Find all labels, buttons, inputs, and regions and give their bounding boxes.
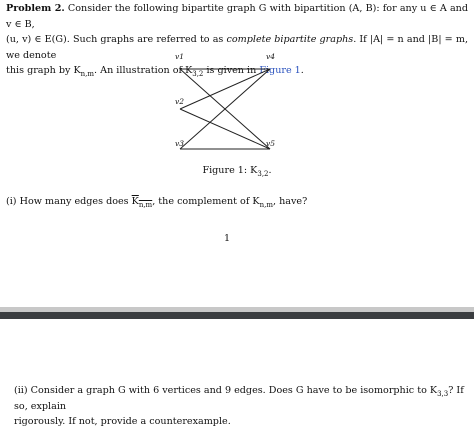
problem-heading: Problem 2. bbox=[6, 3, 65, 14]
complete-bipartite-term: complete bipartite graphs. bbox=[226, 34, 357, 45]
question-1 bbox=[6, 196, 307, 207]
page-separator-dark bbox=[0, 312, 474, 319]
caption-sub: 3,2 bbox=[257, 169, 269, 178]
problem-line-1: Consider the following bipartite graph G with bipartition (A, B): for any u ∈ A and v ∈ B, bbox=[6, 3, 468, 30]
problem-line-3c: is given in bbox=[203, 65, 260, 76]
q1-prefix: (i) How many edges does bbox=[6, 196, 132, 207]
problem-sub-nm: n,m bbox=[80, 69, 95, 78]
bipartite-graph-figure bbox=[158, 50, 301, 162]
problem-line-3b: . An illustration of K bbox=[94, 65, 193, 76]
q2-line-1a: (ii) Consider a graph G with 6 vertices and 9 edges. Does G have to be isomorphic to K bbox=[14, 385, 438, 396]
vertex-label-v4: v4 bbox=[266, 52, 276, 61]
vertex-label-v2: v2 bbox=[175, 97, 185, 106]
q1-sub2: n,m bbox=[259, 200, 273, 209]
figure-caption bbox=[0, 165, 474, 176]
problem-line-2b: If |A| = n and |B| = m, we denote bbox=[6, 34, 468, 61]
q1-k: K bbox=[131, 196, 139, 207]
q1-middle: , the complement of K bbox=[152, 196, 260, 207]
vertex-label-v3: v3 bbox=[175, 139, 185, 148]
vertex-label-v5: v5 bbox=[266, 139, 276, 148]
figure-link[interactable]: Figure 1 bbox=[259, 65, 301, 76]
graph-edges bbox=[180, 69, 270, 149]
page-number: 1 bbox=[223, 233, 231, 244]
problem-line-3a: this graph by K bbox=[6, 65, 81, 76]
q2-sub: 3,3 bbox=[437, 389, 449, 398]
q1-suffix: , have? bbox=[272, 196, 308, 207]
question-2 bbox=[14, 383, 464, 430]
edge-v2-v4 bbox=[180, 69, 270, 109]
q1-complement-symbol bbox=[132, 196, 153, 207]
caption-prefix: Figure 1: K bbox=[202, 165, 258, 176]
problem-sub-32: 3,2 bbox=[192, 69, 204, 78]
caption-suffix: . bbox=[268, 165, 272, 176]
q1-sub: n,m bbox=[138, 200, 153, 209]
problem-line-3-end: . bbox=[300, 65, 304, 76]
edge-v2-v5 bbox=[180, 109, 270, 149]
q2-line-1b: ? If so, explain bbox=[14, 385, 464, 412]
vertex-label-v1: v1 bbox=[175, 52, 185, 61]
problem-line-2a: (u, v) ∈ E(G). Such graphs are referred to as bbox=[6, 34, 227, 45]
q2-line-2: rigorously. If not, provide a counterexample. bbox=[14, 416, 231, 427]
